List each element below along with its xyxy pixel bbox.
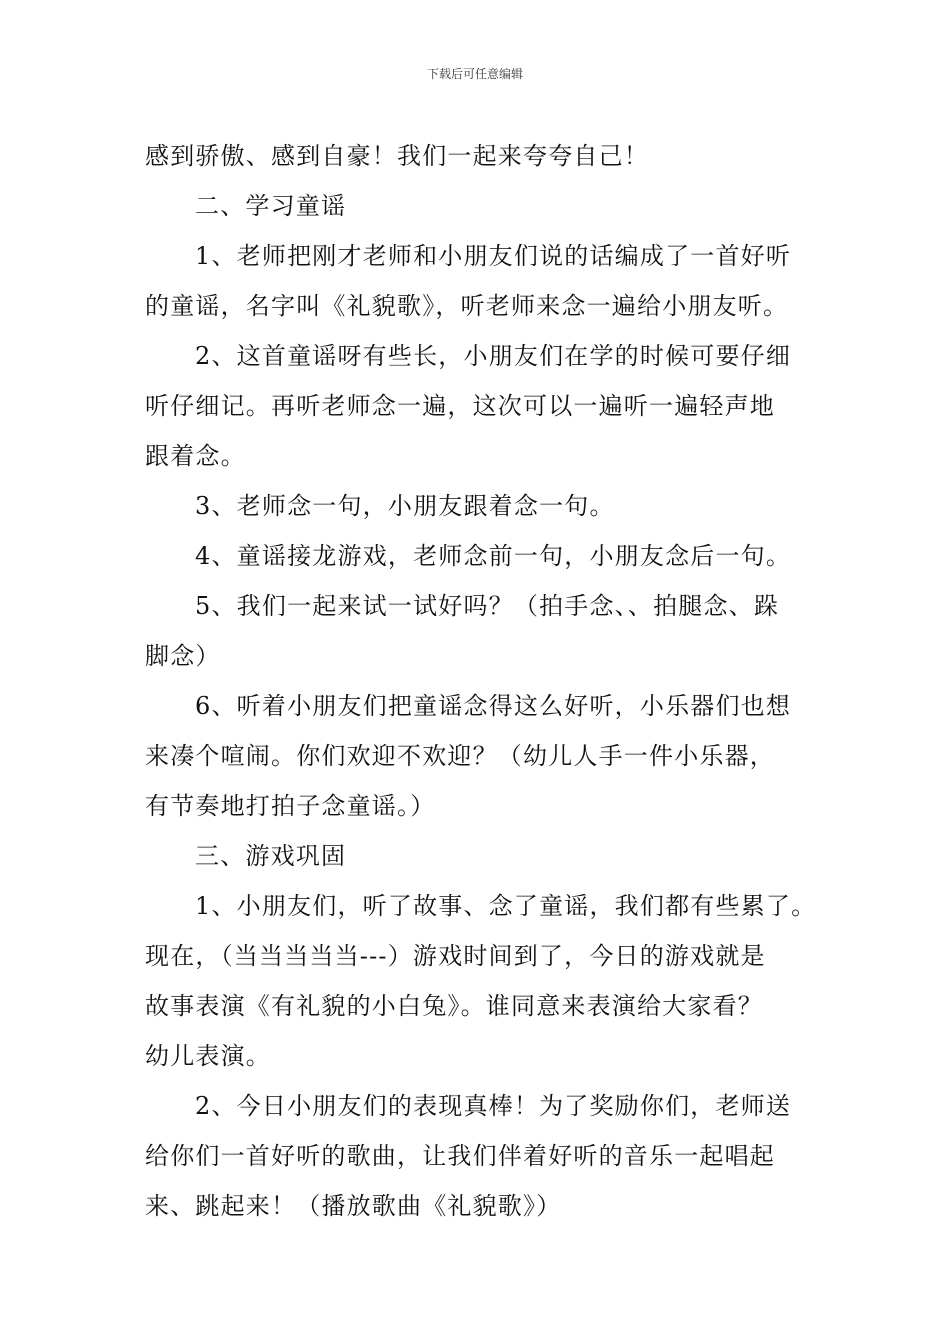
text-line: 感到骄傲、感到自豪！我们一起来夸夸自己！ bbox=[145, 142, 649, 170]
paragraph bbox=[145, 581, 835, 681]
text-line: 的童谣，名字叫《礼貌歌》，听老师来念一遍给小朋友听。 bbox=[145, 292, 789, 320]
text-line: 4、童谣接龙游戏，老师念前一句，小朋友念后一句。 bbox=[195, 542, 792, 570]
text-line: 故事表演《有礼貌的小白兔》。谁同意来表演给大家看？ bbox=[145, 992, 763, 1020]
text-line: 3、老师念一句，小朋友跟着念一句。 bbox=[195, 492, 615, 520]
text-line: 5、我们一起来试一试好吗？（拍手念、、拍腿念、跺 bbox=[195, 592, 780, 620]
text-line: 三、游戏巩固 bbox=[195, 842, 347, 870]
document-body bbox=[145, 131, 835, 1231]
paragraph bbox=[145, 481, 835, 531]
text-line: 1、老师把刚才老师和小朋友们说的话编成了一首好听 bbox=[195, 242, 792, 270]
paragraph bbox=[145, 131, 835, 181]
paragraph bbox=[145, 831, 835, 881]
paragraph bbox=[145, 231, 835, 331]
text-line: 来、跳起来！（播放歌曲《礼貌歌》） bbox=[145, 1192, 562, 1220]
page-header-note: 下载后可任意编辑 bbox=[426, 67, 523, 81]
text-line: 脚念） bbox=[145, 642, 221, 670]
paragraph bbox=[145, 681, 835, 831]
paragraph bbox=[145, 531, 835, 581]
text-line: 给你们一首好听的歌曲，让我们伴着好听的音乐一起唱起 bbox=[145, 1142, 775, 1170]
paragraph bbox=[145, 181, 835, 231]
paragraph bbox=[145, 881, 835, 1081]
text-line: 有节奏地打拍子念童谣。） bbox=[145, 792, 436, 820]
paragraph bbox=[145, 331, 835, 481]
text-line: 6、听着小朋友们把童谣念得这么好听，小乐器们也想 bbox=[195, 692, 792, 720]
text-line: 幼儿表演。 bbox=[145, 1042, 271, 1070]
text-line: 二、学习童谣 bbox=[195, 192, 347, 220]
text-line: 听仔细记。再听老师念一遍，这次可以一遍听一遍轻声地 bbox=[145, 392, 775, 420]
text-line: 2、这首童谣呀有些长，小朋友们在学的时候可要仔细 bbox=[195, 342, 792, 370]
text-line: 1、小朋友们，听了故事、念了童谣，我们都有些累了。 bbox=[195, 892, 817, 920]
paragraph bbox=[145, 1081, 835, 1231]
text-line: 来凑个喧闹。你们欢迎不欢迎？（幼儿人手一件小乐器， bbox=[145, 742, 775, 770]
text-line: 2、今日小朋友们的表现真棒！为了奖励你们，老师送 bbox=[195, 1092, 792, 1120]
text-line: 现在，（当当当当当---）游戏时间到了，今日的游戏就是 bbox=[145, 942, 766, 970]
text-line: 跟着念。 bbox=[145, 442, 246, 470]
